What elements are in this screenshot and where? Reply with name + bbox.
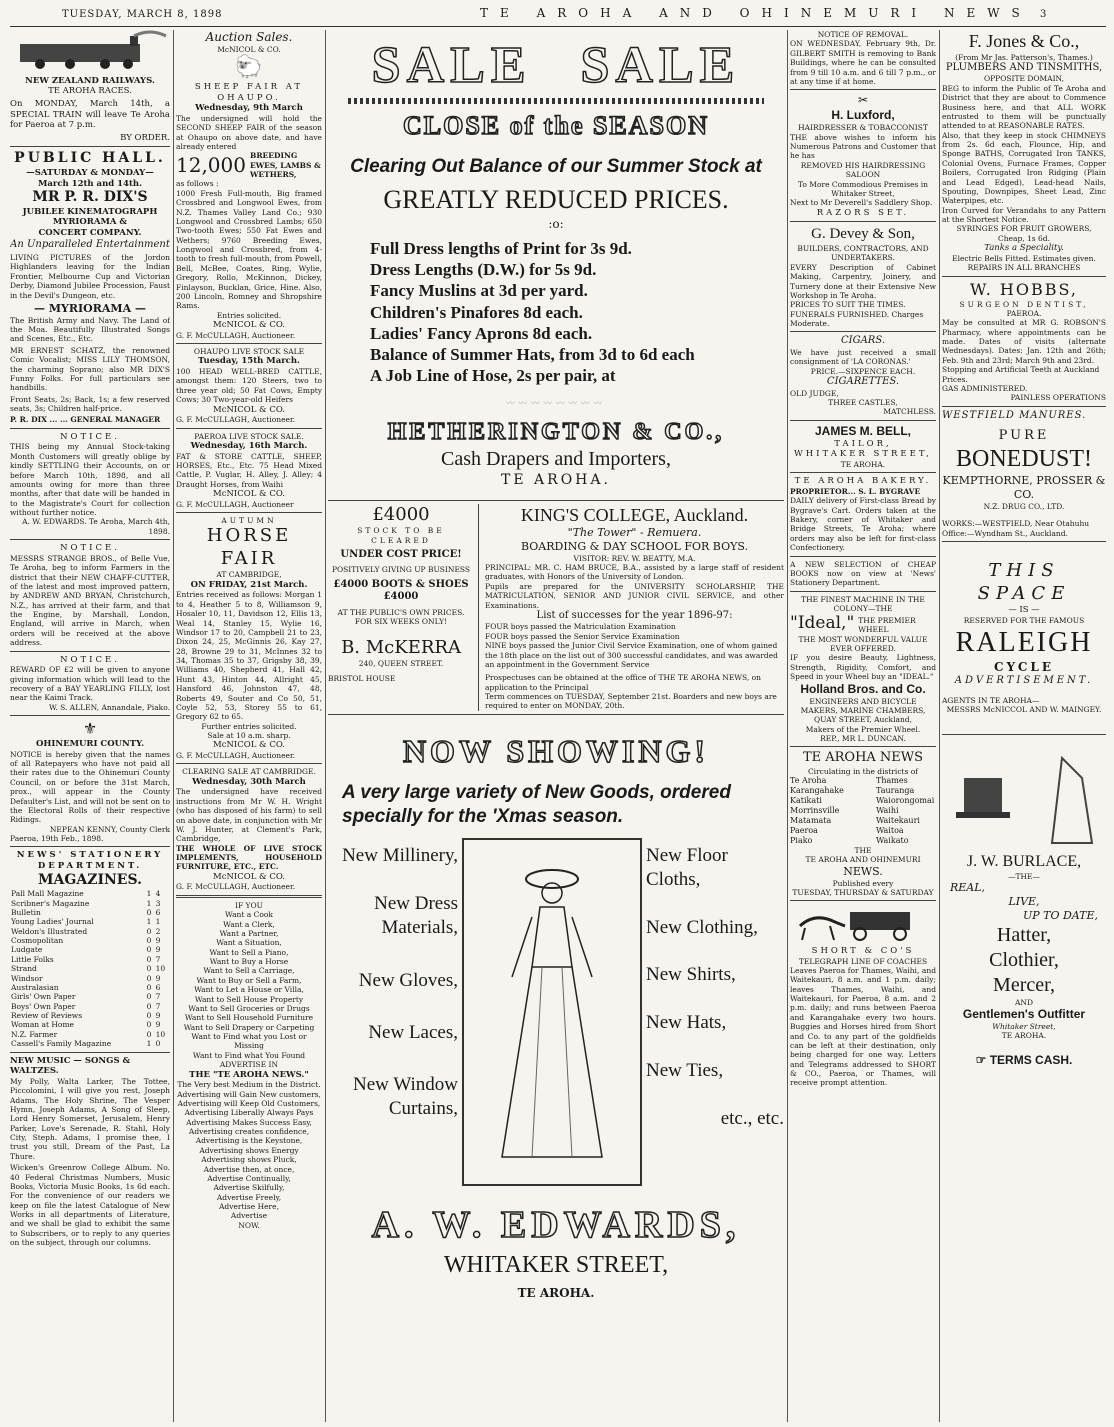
list-item: Piako Waikato [790,836,909,845]
engineers: ENGINEERS AND BICYCLE MAKERS, MARINE CHAMBERS, [800,696,926,715]
mcnicol-2: McNICOL & CO. [212,320,286,330]
auctioneer-1: G. F. McCULLAGH, Auctioneer. [176,330,296,340]
jones-body: BEG to inform the Public of Te Aroha and District that they are about to Commence Business here, and that ALL WORK entrusted to them will be punctually attended to at REASONABLE RATES. [942,83,1106,131]
notice-2-title: NOTICE. [60,543,120,554]
jones-body-2: Also, that they keep in stock CHIMNEYS from 2s. 6d each, Flounce, Hip, and Sponge BATHS, Corrugated Iron TANKS, Colonial Ovens, Furnace Frames, Copper Boilers, Corrugated Iron Ridging (Plain and Lead Edged), Lead-head Nails, Spouting, Downpipes, Sheet Lead, Zinc Waterpipes, etc. [942,130,1106,206]
wicken-body: Wicken's Greenrow College Album. No. 40 Federal Christmas Numbers, Music Books, Victoria Music Books, 1s 6d each. For the convenience of our readers we keep on file the latest Catalogue of New Works in all departments of Literature, and we shall be glad to exhibit the same to Subscribers, or to reply to any queries on the subject, through our columns. [10,1163,170,1248]
concert-company: CONCERT COMPANY. [38,227,142,238]
hall-dates: —SATURDAY & MONDAY— March 12th and 14th. [26,167,154,189]
clearing-date: Wednesday, 30th March [192,776,306,787]
kc-list: List of successes for the year 1896-97: [536,609,733,621]
bk-stock: STOCK TO BE CLEARED [357,526,445,545]
kc-principal: PRINCIPAL: MR. C. HAM BRUCE, B.A., assisted by a large staff of resident graduates, with Honors of the University of London. [485,563,784,582]
agents: AGENTS IN TE AROHA— [942,695,1040,705]
list-item: Te Aroha Thames [790,776,908,785]
luxford: H. Luxford, [831,108,895,123]
kc-pupils: Pupils are prepared for the UNIVERSITY SCHOLARSHIP, THE MATRICULATION, SENIOR AND JUNIOR CIVIL SERVICE, and other Examinations. [485,581,784,610]
table-row: Australasian 0 6 [11,982,161,992]
sale-time: Sale at 10 a.m. sharp. [207,731,291,740]
bk-prices: AT THE PUBLIC'S OWN PRICES. [337,607,465,617]
county-sig: NEPEAN KENNY, County Clerk [49,824,170,834]
goods-item: New Window Curtains, [353,1073,458,1119]
list-item: Karangahake Tauranga [790,786,915,795]
autumn: AUTUMN [221,516,277,525]
ohaupo-date: Wednesday, 9th March [195,103,303,114]
cigarettes: CIGARETTES. [826,376,900,387]
cycle: CYCLE [993,660,1055,674]
mckerra-ad [328,504,479,711]
kc-prosp: Prospectuses can be obtained at the office of THE TE AROHA NEWS, on application to the Principal [485,673,761,692]
devey: G. Devey & Son, [811,226,915,243]
lady-figure-icon [482,857,622,1167]
cig-item: OLD JUDGE, [790,388,839,398]
clearing-title: CLEARING SALE AT CAMBRIDGE. [182,767,316,777]
mcnicol-5: McNICOL & CO. [212,740,286,751]
masthead: TE AROHA AND OHINEMURI NEWS [480,6,1032,20]
myriorama-title: — MYRIORAMA — [34,301,146,315]
bk-street: 240, QUEEN STREET. [358,659,444,668]
living-pictures: LIVING PICTURES of the Jordon Highlanders leaving for the Indian Frontier, Melbourne Cup and Victorian Derby, Diamond Jubilee Procession, Faust in the Devil's Dungeon, etc. [10,253,170,300]
table-row: Strand 0 10 [11,964,166,974]
train-illustration [10,30,170,72]
nz-drug: N.Z. DRUG CO., LTD. [983,501,1065,511]
removal-title: NOTICE OF REMOVAL. [817,30,909,39]
page-header [0,0,1114,28]
dentist: SURGEON DENTIST, [959,299,1089,309]
sheep-list: 1000 Fresh Full-mouth, Big framed Crossbred and Longwool Ewes, from N.Z. Thames Valley Land Co.; 930 Longwool and Crossbred Lambs; 650 Two-tooth Ewes; 550 Fat Ewes and Wethers; 9760 Breeding Ewes, Longwool and Crossbred, from 4-tooth to fresh full-mouth, from Powell, Bell, McBee, Coates, Ring, Wylie, Gregory, Rollo, McKinnon, Dickey, Finlayson, Bucklan, Grice, Hine. Also, 200 Lincoln, Romney and Shropshire Rams. [176,188,322,311]
sheep-icon: 🐑 [235,55,263,81]
burlace: J. W. BURLACE, [966,852,1082,870]
agents-names: MESSRS McNICCOL AND W. MAINGEY. [946,704,1102,714]
list-item: Matamata Waitekauri [790,816,920,825]
advertise-in: ADVERTISE IN [219,1060,279,1070]
mcnicol: McNICOL & CO. [217,45,281,54]
ohaupo-body: The undersigned will hold the SECOND SHEEP FAIR of the season at Ohaupo on above date, and have already entered [176,113,322,151]
cigars-price: PRICE.—SIXPENCE EACH. [810,366,916,376]
repairs: REPAIRS IN ALL BRANCHES [967,263,1081,273]
table-row: Weldon's Illustrated 0 2 [11,926,161,936]
the: THE [854,846,872,855]
burlace-the: —THE— [1007,871,1041,881]
horse-date: ON FRIDAY, 21st March. [190,579,308,590]
next-to: Next to Mr Deverell's Saddlery Shop. [790,198,933,208]
whole: THE WHOLE OF LIVE STOCK IMPLEMENTS, HOUSEHOLD FURNITURE, ETC., ETC. [176,843,322,872]
gas: GAS ADMINISTERED. [942,383,1028,393]
notice-1-title: NOTICE. [60,431,120,442]
bell: JAMES M. BELL, [814,423,911,438]
scissors-icon: ✂ [857,93,869,108]
paeroa-body: FAT & STORE CATTLE, SHEEP, HORSES, Etc., Etc. 75 Head Mixed Cattle, P. Vuglar, H. Alley, J. Alley; 4 Draught Horses, from Waihi [176,451,322,489]
dix-title: MR P. R. DIX'S [32,189,148,206]
live: LIVE, [1008,895,1040,908]
table-row: N.Z. Farmer 0 10 [11,1029,166,1039]
auction-title: Auction Sales. [205,30,293,44]
mercer: Mercer, [993,973,1055,996]
goods-item: New Millinery, [342,845,458,867]
coach-illustration [790,904,936,942]
by-order: BY ORDER. [120,132,170,143]
aw-edwards: A. W. EDWARDS, [371,1204,741,1247]
kc-success: NINE boys passed the Junior Civil Service Examination, one of whom gained the 18th place on the list out of 300 successful candidates, and was awarded an appointment in the Government Service [485,641,778,669]
books: A NEW SELECTION of CHEAP BOOKS now on view at 'News' Stationery Department. [790,559,936,588]
bonedust: BONEDUST! [956,446,1092,473]
magazines-title: MAGAZINES. [38,871,142,888]
horse-fair: HORSE FAIR [206,525,292,569]
hobbs-town: PAEROA. [1006,308,1042,318]
hatter: Hatter, [996,923,1052,946]
short-body: Leaves Paeroa for Thames, Waihi, and Waitekauri, 8 a.m. and 1 p.m. daily; leaves Thames, Waihi, and Waitekauri, for Paeroa, 8 a.m. and 2 p.m. daily; and runs between Paeroa and Karangahake every two hours. Buggies and Horses hired from Short and Co. to any part of the goldfields can be left at their destination, only being charged for one way. Letters and Telegrams addressed to SHORT & CO., Paeroa, or Thames, will receive prompt attention. [790,965,936,1088]
issue-date: TUESDAY, MARCH 8, 1898 [62,9,223,20]
up-to-date: UP TO DATE, [1022,908,1098,922]
most: THE MOST WONDERFUL VALUE EVER OFFERED. [798,634,928,653]
songs-title: NEW MUSIC — SONGS & WALTZES. [10,1055,131,1077]
painless: PAINLESS OPERATIONS [1010,393,1106,403]
goods-item: New Hats, [646,1012,727,1034]
cig-item: MATCHLESS. [883,407,936,417]
sheep-count: 12,000 [176,152,246,177]
te-aroha-2: TE AROHA. [517,1285,595,1300]
kc-tower: "The Tower" - Remuera. [567,526,702,540]
cigars-body: We have just received a small consignment of 'LA CORONAS.' [790,347,936,367]
real: REAL, [950,881,986,895]
railways-body: On MONDAY, March 14th, a SPECIAL TRAIN will leave Te Aroha for Paeroa at 7 p.m. [10,98,170,131]
tailor: TAILOR, [834,438,892,449]
kc-visitor: VISITOR: REV. W. BEATTY, M.A. [573,553,696,563]
sale-items: Full Dress lengths of Print for 3s 9d. Dress Lengths (D.W.) for 5s 9d. Fancy Muslins at 3d per yard. Children's Pinafores 8d each. Ladies' Fancy Aprons 8d each. Balance of Summer Hats, from 3d to 6d each A Job Line of Hose, 2s per pair, at [370,238,695,386]
entries: Entries solicited. [216,310,282,320]
table-row: Little Folks 0 7 [11,954,161,964]
list-item: Morrinsville Waihi [790,806,899,815]
short-co: SHORT & CO'S [811,945,915,956]
jubilee-kinematograph: JUBILEE KINEMATOGRAPH [22,206,158,217]
county-title: OHINEMURI COUNTY. [35,739,145,749]
funerals: FUNERALS FURNISHED. Charges Moderate. [790,309,924,328]
goods-item: New Ties, [646,1059,724,1081]
ideal: "Ideal," [790,613,855,634]
finest: THE FINEST MACHINE IN THE COLONY—THE [801,594,925,613]
proprietor: PROPRIETOR... S. L. BYGRAVE [790,486,921,496]
removal-body: ON WEDNESDAY, February 9th, Dr. GILBERT SMITH is removing to Bank Buildings, where he can be consulted from 9 till 10 a.m. and 6 till 7 p.m., or at any time if at home. [790,39,936,86]
table-row: Girls' Own Paper 0 7 [11,992,161,1002]
makers: Makers of the Premier Wheel. [805,724,921,734]
page-number: 3 [1040,9,1047,20]
kempthorne: KEMPTHORNE, PROSSER & CO. [942,474,1106,502]
news: NEWS. [843,864,883,878]
raleigh: RALEIGH [955,627,1093,658]
list-item: Paeroa Waitoa [790,826,904,835]
kings-college-ad [479,504,784,711]
unparalleled: An Unparalleled Entertainment [10,238,170,250]
whitaker-street: WHITAKER STREET, [443,1251,669,1278]
list-item: Katikati Waiorongomai [790,796,935,805]
bakery-body: DAILY delivery of First-class Bread by Bygrave's Cart. Orders taken at the Bakery, corner of Whitaker and Bridge Streets, Te Aroha; where orders may also be left for first-class Confectionery. [790,496,936,553]
auctioneer-5: G. F. McCULLAGH, Auctioneer. [176,882,296,892]
goods-item: etc., etc. [720,1107,784,1129]
ohaupo-live-body: 100 HEAD WELL-BRED CATTLE, amongst them: 120 Steers, two to three year old; 50 Fat Cows, Empty Cows; 30 Two-year-old Heifers [176,367,322,405]
table-row: Pall Mall Magazine 1 4 [11,889,161,899]
advertisement: ADVERTISEMENT. [954,675,1094,686]
myriorama: MYRIORAMA & [52,217,128,228]
county-date: Paeroa, 19th Feb., 1898. [10,834,104,843]
quay: QUAY STREET, Auckland, [814,715,912,725]
tan-body: The Very best Medium in the District. [177,1080,321,1090]
devey-body: EVERY Description of Cabinet Making, Carpentry, Joinery, and Turnery done at their Extensive New Workshop in Te Aroha. [790,262,936,300]
cash-drapers: Cash Drapers and Importers, [441,448,671,471]
seats: Front Seats, 2s; Back, 1s; a few reserved seats, 3s; Children half-price. [10,394,170,413]
goods-item: New Clothing, [646,916,758,938]
office: Office:—Wyndham St., Auckland. [942,528,1068,538]
auctioneer-3: G. F. McCULLAGH, Auctioneer [176,499,294,509]
bk-giving: POSITIVELY GIVING UP BUSINESS [331,565,471,575]
and: AND [1015,997,1033,1007]
tan-lines: Advertising will Gain New customers, Advertising will Keep Old Customers, Advertising Liberally Always Pays Advertising Makes Success Easy, Advertising creates confidence, Advertising is the Keystone, Advertising shows Energy Advertising shows Pluck, Advertise then, at once, Advertise Continually, Advertise Skilfully, Advertise Freely, Advertise Here, Advertise NOW. [177,1089,321,1230]
tanks: Tanks a Speciality. [984,243,1064,254]
syringes: SYRINGES FOR FRUIT GROWERS, Cheap, 1s 6d. [956,224,1092,243]
count-desc: BREEDING EWES, LAMBS & WETHERS, [249,151,321,179]
railways-title: NEW ZEALAND RAILWAYS. [25,75,155,86]
table-row: Review of Reviews 0 9 [11,1011,161,1020]
westfield: WESTFIELD MANURES. [942,409,1087,421]
premier: THE PREMIER WHEEL [858,615,916,635]
ohaupo-live-date: Tuesday, 15th March. [197,356,301,367]
tan-full: TE AROHA AND OHINEMURI [805,855,921,865]
pure: PURE [998,428,1050,444]
to-more: To More Commodious Premises in Whitaker Street, [797,179,929,198]
lady-illustration [462,838,642,1186]
cig-item: THREE CASTLES, [828,397,898,407]
column-4 [790,30,936,1422]
paeroa-title: PAEROA LIVE STOCK SALE. [194,431,304,441]
column-2 [176,30,322,1422]
cigars: CIGARS. [840,335,885,347]
te-aroha: TE AROHA. [501,472,611,489]
notice-3-title: NOTICE. [60,654,120,665]
column-5 [942,30,1106,1422]
now-showing: NOW SHOWING! [402,732,710,769]
bk-house: BRISTOL HOUSE [328,674,396,684]
as-follows: as follows : [176,179,219,189]
prices: PRICES TO SUIT THE TIMES. [790,300,906,310]
hobbs: W. HOBBS, [970,279,1078,299]
hetherington: HETHERINGTON & CO., [387,419,725,446]
wants-list: Want a Cook Want a Clerk, Want a Partner, Want a Situation, Want to Sell a Piano, Want to Buy a Horse Want to Sell a Carriage, Want to Buy or Sell a Farm, Want to Let a House or Villa, Want to Sell House Property Want to Sell Groceries or Drugs Want to Sell Household Furniture Want to Sell Drapery or Carpeting Want to Find what you Lost or Missing Want to Find what You Found [183,910,315,1060]
table-row: Boys' Own Paper 0 7 [11,1001,161,1011]
notice-2-body: MESSRS STRANGE BROS., of Belle Vue, Te Aroha, beg to inform Farmers in the district that their NEW CHAFF-CUTTER, of the latest and most improved pattern, by ANDREW AND BRYAN, Christchurch, N.Z., has arrived at their farm, and that the Engine, by Marshall, London, England, will arrive in March, when orders will be received at the above address. [10,553,170,648]
clearing-out: Clearing Out Balance of our Summer Stock at [350,155,762,177]
clothier: Clothier, [989,948,1059,971]
reduced-prices: GREATLY REDUCED PRICES. [383,185,729,215]
goods-section [328,844,784,1174]
gents: Gentlemen's Outfitter [962,1006,1086,1021]
auctioneer-4: G. F. McCULLAGH, Auctioneer. [176,751,296,760]
table-row: Cosmopolitan 0 9 [11,936,161,945]
sale-heading: SALE SALE [371,37,741,94]
table-row: Woman at Home 0 9 [11,1020,161,1030]
tan-heading: TE AROHA NEWS [802,750,924,766]
published: Published every [832,878,894,888]
stopping: Stopping and Artificial Teeth at Auckland Prices. [942,365,1100,384]
telegraph: TELEGRAPH LINE OF COACHES [798,956,928,966]
this-space: THIS SPACE [977,560,1071,604]
stationery-title: NEWS' STATIONERY DEPARTMENT. [16,850,164,871]
bk-price: £4000 [372,503,430,525]
reserved: RESERVED FOR THE FAMOUS [963,615,1085,625]
hairdresser: HAIRDRESSER & TOBACCONIST [798,123,928,133]
goods-item: New Shirts, [646,964,736,986]
further: Further entries solicited. [201,721,297,731]
table-row: Cassell's Family Magazine 1 0 [11,1039,161,1049]
magazine-table [10,889,170,1048]
bell-street: WHITAKER STREET, [794,449,932,460]
table-row: Ludgate 0 9 [11,945,161,955]
schatz: MR ERNEST SCHATZ, the renowned Comic Vocalist; MISS LILY THOMSON, the charming Soprano; also MR DIX'S Funny Folks. For full particulars see handbills. [10,345,170,393]
terms-cash: ☞ TERMS CASH. [975,1052,1073,1067]
builders: BUILDERS, CONTRACTORS, AND UNDERTAKERS. [797,244,929,263]
iron: Iron Curved for Verandahs to any Pattern at the Shortest Notice. [942,205,1106,224]
kc-term: Term commences on TUESDAY, September 21st. Boarders and new boys are required to enter on MONDAY, 20th. [485,692,777,711]
bakery: TE AROHA BAKERY. [794,476,932,487]
goods-item: New Dress Materials, [374,892,458,938]
ohaupo-title: SHEEP FAIR AT OHAUPO. [194,81,304,103]
notice-3-body: REWARD OF £2 will be given to anyone giving information which will lead to the recovery of a BAY YEARLING FILLY, lost near the Kaimi Track. [10,665,170,703]
horse-body: Entries received as follows: Morgan 1 to 4, Heather 5 to 8, Williamson 9, Hosaler 10, 11, Davidson 12, Ellis 13, Weal 14, Stanley 15, Wylie 16, Windsor 17 to 20, Campbell 21 to 23, Dixon 24, 25, McGinnis 26, Kay 27, 28, Browne 29 to 31, McInnes 32 to 34, Thomas 35 to 37, Grigsby 38, 39, Williams 40, Shepherd 41, Hall 42, Hunt 43, Hinton 44, Allright 45, Hansford 46, Johnston 47, 48, Roberts 49, Souter and Co 50, 51, Coyle 52, 53, Storey 55 to 61, Gregory 62 to 65. [176,590,322,722]
bk-weeks: FOR SIX WEEKS ONLY! [354,617,448,627]
column-1 [10,30,170,1422]
bells: Electric Bells Fitted. Estimates given. [952,253,1096,263]
goods-item: New Floor Cloths, [646,845,728,890]
public-hall-title: PUBLIC HALL. [14,150,166,167]
kc-success: FOUR boys passed the Senior Service Examination [485,631,680,641]
mcnicol-3: McNICOL & CO. [212,404,286,415]
notice-3-sig: W. S. ALLEN, Annandale, Piako. [49,702,170,712]
bk-name: B. McKERRA [341,636,461,658]
works: WORKS:—WESTFIELD, Near Otahuhu [942,519,1090,529]
removed: REMOVED HIS HAIRDRESSING SALOON [800,160,926,180]
bk-boots: £4000 BOOTS & SHOES £4000 [333,578,469,603]
hat-clothing-illustration [942,738,1106,848]
jones-sub: (From Mr Jas. Patterson's, Thames.) [955,52,1093,62]
bk-under: UNDER COST PRICE! [340,548,462,560]
opposite: OPPOSITE DOMAIN, [983,74,1065,84]
table-row: Bulletin 0 6 [11,907,161,917]
paeroa-date: Wednesday, 16th March. [190,440,308,451]
circulating: Circulating in the districts of [807,766,919,776]
goods-item: New Gloves, [358,970,458,992]
separator: :o: [548,216,564,231]
table-row: Scribner's Magazine 1 3 [11,898,161,908]
razors: RAZORS SET. [816,207,910,218]
close-of-season: CLOSE of the SEASON [403,111,709,140]
mcnicol-4: McNICOL & CO. [212,489,286,499]
jones: F. Jones & Co., [968,31,1080,51]
hobbs-body: May be consulted at MR G. ROBSON'S Pharmacy, where appointments can be made. Dates of visits (alternate Wednesdays). Dates: Jan. 12th and 26th; Feb. 9th and 23rd; March 9th and 23rd. [942,318,1106,365]
goods-item: New Laces, [368,1022,458,1044]
plumbers: PLUMBERS AND TINSMITHS, [945,61,1103,73]
is: — IS — [1008,605,1040,615]
coat-of-arms-icon: ⚜ [82,719,98,738]
notice-1-body: THIS being my Annual Stock-taking Month Customers will greatly oblige by kindly SETTLING their Accounts, on or before March 10th, 1898, and all amounts owing for more than three months, after that date will be handed in to the Magistrate's Court for collection without further notice. [10,442,170,517]
column-3: SALE SALE CLOSE of the SEASON Clearing Out Balance of our Summer Stock at GREATLY REDUCED PRICES. :o: Full Dress lengths of Print for 3s 9d. Dress Lengths (D.W.) for 5s 9d. Fancy Muslins at 3d per yard. Children's Pinafores 8d each. Ladies' Fancy Aprons 8d each. Balance of Summer Hats, from 3d to 6d each A Job Line of Hose, 2s per pair, at 〰〰〰〰〰〰〰〰 HETHERINGTON & CO., Cash Drapers and Importers, TE AROHA. £4000 STOCK TO BE CLEARED UNDER COST PRICE! POSITIVELY GIVING UP BUSINESS £4000 BOOTS & SHOES £4000 AT THE PUBLIC'S OWN PRICES. FOR SIX WEEKS ONLY! B. McKERRA 240, QUEEN STREET. BRISTOL HOUSE KING'S COLLEGE, Auckland. "The Tower" - Remuera. BOARDING & DAY SCHOOL FOR BOYS. VISITOR: REV. W. BEATTY, M.A. PRINCIPAL: MR. C. HAM BRUCE, B.A., assisted by a large staff of resident graduates, with Honors of the University of London. Pupils are prepared for the UNIVERSITY SCHOLARSHIP, THE MATRICULATION, SENIOR AND JUNIOR CIVIL SERVICE, and other Examinations. List of successes for the year 1896-97: FOUR boys passed the Matriculation Examination FOUR boys passed the Senior Service Examination NINE boys passed the Junior Civil Service Examination, one of whom gained the 18th place on the list out of 300 successful candidates, and was awarded an appointment in the Government Service Prospectuses can be obtained at the office of THE TE AROHA NEWS, on application to the Principal Term commences on TUESDAY, September 21st. Boarders and new boys are required to enter on MONDAY, 20th. NOW SHOWING! A very large variety of New Goods, ordered specially for the 'Xmas season. New Millinery, New Dress Materials, New Gloves, New Laces, New Window Curtains, New Floor Cloths, New Clothing, New Shirts, New Hats, New Ties, etc., etc. A. W. EDWARDS, WHITAKER STREET, TE AROHA. [328,37,784,1300]
days: TUESDAY, THURSDAY & SATURDAY [792,887,934,897]
bell-town: TE AROHA. [840,459,886,469]
kc-success: FOUR boys passed the Matriculation Examination [485,622,676,632]
mcnicol-6: McNICOL & CO. [212,871,286,882]
rep: REP., MR L. DUNCAN. [820,734,906,743]
notice-1-sig: A. W. EDWARDS. Te Aroha, March 4th, 1898. [22,517,170,536]
myriorama-body: The British Army and Navy. The Land of the Moa. Beautifully Illustrated Songs and Scenes, Etc., Etc. [10,315,170,344]
burlace-street: Whitaker Street, [992,1021,1056,1031]
districts-list [790,776,936,846]
kc-title: KING'S COLLEGE, Auckland. [520,504,749,525]
burlace-town: TE AROHA. [1001,1031,1047,1041]
table-row: Windsor 0 9 [11,973,161,983]
holland: Holland Bros. and Co. [800,681,926,696]
races-title: TE AROHA RACES. [48,86,132,97]
county-body: NOTICE is hereby given that the names of all Ratepayers who have not paid all their rates due to the Ohinemuri County Council, on or before the 31st March, prox., will appear in the County Defaulter's List, and will not be sent on to the Electoral Rolls of their respective Ridings. [10,749,170,825]
desire: IF you desire Beauty, Lightness, Strength, Rigidity, Comfort, and Speed in your Wheel buy an "IDEAL." [790,653,936,682]
hair-body: THE above wishes to inform his Numerous Patrons and Customer that he has [790,132,936,161]
ohaupo-live: OHAUPO LIVE STOCK SALE [193,347,305,356]
kc-board: BOARDING & DAY SCHOOL FOR BOYS. [521,539,748,553]
clearing-body: The undersigned have received instructions from Mr W. H. Wright (who has disposed of his farm) to sell on above date, in conjunction with Mr W. J. Hunter, at Clement's Park, Cambridge, [176,787,322,844]
table-row: Young Ladies' Journal 1 1 [11,917,161,927]
tan-title: THE "TE AROHA NEWS." [189,1069,309,1080]
manager: P. R. DIX ... ... GENERAL MANAGER [10,415,161,425]
if-you: IF YOU [235,900,263,910]
songs-body: My Polly, Walta Larker, The Tottee, Piccolomini, I will give you rest, Joseph Adams, The Holy Shrine, The Vesper Hymn, Joseph Adams, A Song of Sleep, Lord Henry Somerset, Jerusalem, Henry Parker, Love's Serenade, R. Stahl, Holy City, Steph. Adams, I promise thee, I trust you still, Dream of the Past, La Thure. [10,1076,170,1161]
auctioneer-2: G. F. McCULLAGH, Auctioneer. [176,415,296,425]
cambridge: AT CAMBRIDGE, [216,570,282,580]
variety: A very large variety of New Goods, ordered specially for the 'Xmas season. [342,781,731,828]
